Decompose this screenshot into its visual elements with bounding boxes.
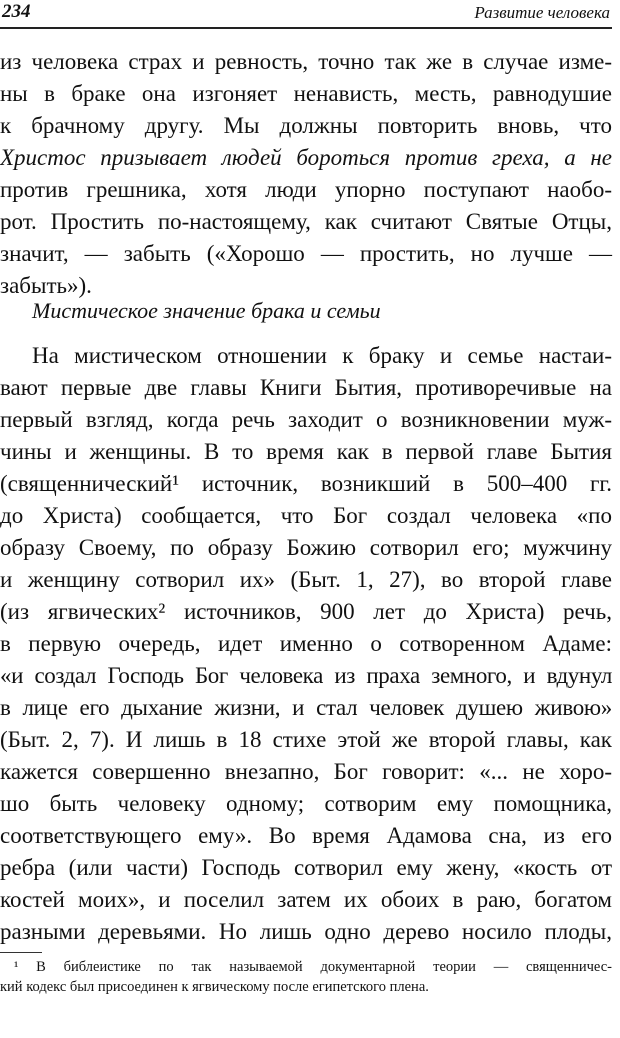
body-line: до Христа) сообщается, что Бог создал человека «по xyxy=(0,503,612,528)
body-line: (священнический¹ источник, возникший в 500–400 гг. xyxy=(0,471,612,496)
body-line: соответствующего ему». Во время Адамова сна, из его xyxy=(0,823,612,848)
footnote-line: кий кодекс был присоединен к ягвическому после египетского плена. xyxy=(0,978,429,995)
body-line: против грешника, хотя люди упорно поступают наобо- xyxy=(0,177,612,202)
page-header xyxy=(0,0,612,30)
body-line: вают первые две главы Книги Бытия, противоречивые на xyxy=(0,375,612,400)
body-line: к брачному другу. Мы должны повторить вновь, что xyxy=(0,113,612,138)
body-line: значит, — забыть («Хорошо — простить, но лучше — xyxy=(0,241,612,266)
body-line: шо быть человеку одному; сотворим ему помощника, xyxy=(0,791,612,816)
body-line: (из ягвических² источников, 900 лет до Христа) речь, xyxy=(0,599,612,624)
body-line: костей моих», и поселил затем их обоих в раю, богатом xyxy=(0,887,612,912)
body-line: в лице его дыхание жизни, и стал человек душею живою» xyxy=(0,695,612,720)
body-line: первый взгляд, когда речь заходит о возникновении муж- xyxy=(0,407,612,432)
body-line: «и создал Господь Бог человека из праха земного, и вдунул xyxy=(0,663,612,688)
body-line: кажется совершенно внезапно, Бог говорит: «... не хоро- xyxy=(0,759,612,784)
body-line: забыть»). xyxy=(0,273,92,298)
body-line: ны в браке она изгоняет ненависть, месть, равнодушие xyxy=(0,81,612,106)
footnote-line: ¹ В библеистике по так называемой документарной теории — священничес- xyxy=(14,959,612,975)
body-line: из человека страх и ревность, точно так же в случае изме- xyxy=(0,49,612,74)
body-line: На мистическом отношении к браку и семье настаи- xyxy=(32,343,612,368)
page-number: 234 xyxy=(2,1,31,22)
body-line-italic: Христос призывает людей бороться против греха, а не xyxy=(0,145,612,170)
body-line: (Быт. 2, 7). И лишь в 18 стихе этой же второй главы, как xyxy=(0,727,612,752)
footnote-rule xyxy=(0,952,42,953)
body-line: и женщину сотворил их» (Быт. 1, 27), во второй главе xyxy=(0,567,612,592)
body-line: разными деревьями. Но лишь одно дерево носило плоды, xyxy=(0,919,612,944)
body-line: чины и женщины. В то время как в первой главе Бытия xyxy=(0,439,612,464)
body-line: образу Своему, по образу Божию сотворил его; мужчину xyxy=(0,535,612,560)
header-rule xyxy=(0,27,612,29)
section-subheading: Мистическое значение брака и семьи xyxy=(32,298,381,323)
body-line: ребра (или части) Господь сотворил ему жену, «кость от xyxy=(0,855,612,880)
body-line: рот. Простить по-настоящему, как считают Святые Отцы, xyxy=(0,209,612,234)
running-head: Развитие человека xyxy=(474,3,610,22)
body-line: в первую очередь, идет именно о сотворенном Адаме: xyxy=(0,631,612,656)
